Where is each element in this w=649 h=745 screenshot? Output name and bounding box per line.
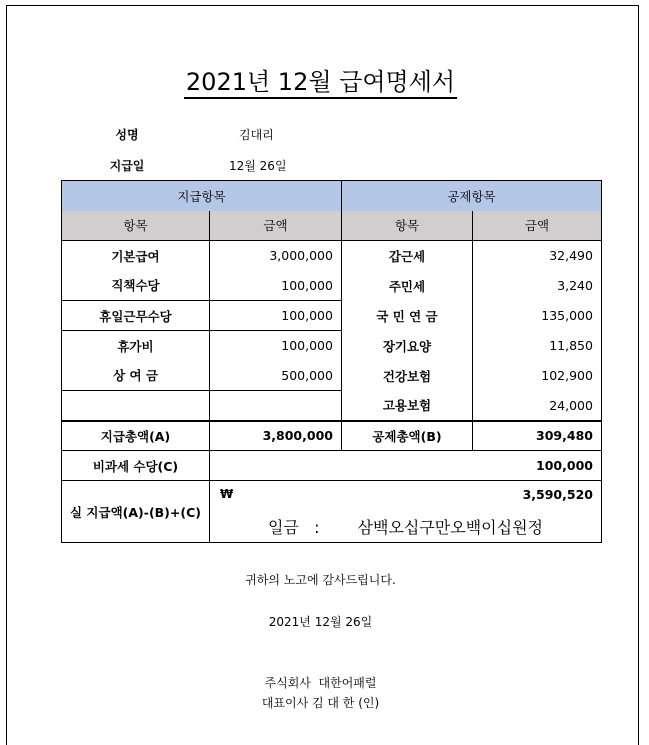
deduct-item-amount: 24,000 [472, 391, 601, 421]
name-label: 성명 [115, 128, 139, 142]
deduct-item-header: 항목 [341, 211, 472, 241]
nontax-label: 비과세 수당(C) [62, 451, 210, 481]
pay-item-label: 휴일근무수당 [62, 301, 210, 331]
table-row [62, 391, 602, 421]
words-label: 일금 : [267, 517, 320, 537]
deduct-section-header: 공제항목 [341, 181, 601, 211]
company-name: 주식회사 대한어패럴 [264, 676, 377, 690]
pay-item-amount: 3,000,000 [209, 241, 341, 271]
pay-total-label: 지급총액(A) [62, 421, 210, 451]
currency-symbol: ₩ [219, 487, 234, 501]
pay-date: 12월 26일 [229, 159, 287, 173]
issue-date: 2021년 12월 26일 [268, 615, 373, 629]
net-amount: 3,590,520 [522, 487, 593, 502]
page-title: 2021년 12월 급여명세서 [0, 62, 641, 97]
thanks-note: 귀하의 노고에 감사드립니다. [245, 573, 396, 587]
pay-item-amount: 100,000 [209, 301, 341, 331]
table-row [62, 241, 602, 271]
pay-item-label: 기본급여 [62, 241, 210, 271]
deduct-item-amount: 135,000 [472, 301, 601, 331]
amount-in-words-cell [209, 511, 601, 543]
empty-cell [209, 391, 341, 421]
pay-section-header: 지급항목 [62, 181, 342, 211]
deduct-item-label: 주민세 [341, 271, 472, 301]
deduct-total-amount: 309,480 [472, 421, 601, 451]
payslip-table [61, 180, 602, 543]
net-row [62, 481, 602, 511]
deduct-item-label: 갑근세 [341, 241, 472, 271]
table-row [62, 361, 602, 391]
pay-item-label: 상 여 금 [62, 361, 210, 391]
pay-item-label: 휴가비 [62, 331, 210, 361]
deduct-item-label: 장기요양 [341, 331, 472, 361]
totals-row [62, 421, 602, 451]
pay-item-amount: 500,000 [209, 361, 341, 391]
employee-name: 김대리 [239, 128, 274, 142]
net-label: 실 지급액(A)-(B)+(C) [62, 481, 210, 543]
pay-total-amount: 3,800,000 [209, 421, 341, 451]
table-row [62, 331, 602, 361]
deduct-item-amount: 32,490 [472, 241, 601, 271]
pay-item-header: 항목 [62, 211, 210, 241]
table-row [62, 271, 602, 301]
deduct-item-label: 국 민 연 금 [341, 301, 472, 331]
deduct-total-label: 공제총액(B) [341, 421, 472, 451]
pay-amount-header: 금액 [209, 211, 341, 241]
deduct-item-amount: 3,240 [472, 271, 601, 301]
table-row [62, 301, 602, 331]
nontax-amount: 100,000 [209, 451, 601, 481]
pay-item-amount: 100,000 [209, 331, 341, 361]
date-label: 지급일 [109, 159, 145, 173]
deduct-item-label: 고용보험 [341, 391, 472, 421]
nontax-row [62, 451, 602, 481]
deduct-amount-header: 금액 [472, 211, 601, 241]
amount-in-words: 삼백오십구만오백이십원정 [357, 517, 544, 537]
ceo-signature: 대표이사 김 대 한 (인) [261, 696, 380, 710]
pay-item-label: 직책수당 [62, 271, 210, 301]
net-amount-cell [209, 481, 601, 511]
deduct-item-label: 건강보험 [341, 361, 472, 391]
empty-cell [62, 391, 210, 421]
pay-item-amount: 100,000 [209, 271, 341, 301]
deduct-item-amount: 11,850 [472, 331, 601, 361]
deduct-item-amount: 102,900 [472, 361, 601, 391]
